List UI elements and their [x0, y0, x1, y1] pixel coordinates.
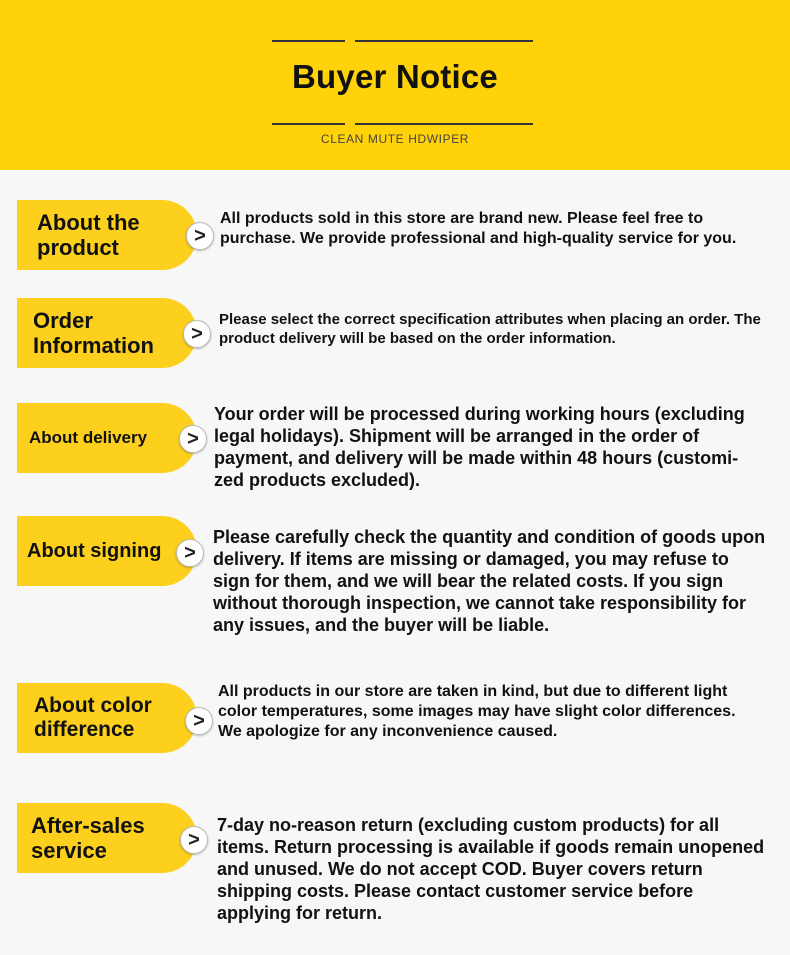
- divider-top-left: [272, 40, 345, 42]
- header-banner: [0, 0, 790, 170]
- divider-bottom-right: [355, 123, 533, 125]
- page-subtitle: CLEAN MUTE HDWIPER: [320, 132, 470, 146]
- chevron-right-icon: >: [186, 222, 214, 250]
- chevron-right-icon: >: [179, 425, 207, 453]
- description-after-sales: 7-day no-reason return (excluding custom products) for all items. Return processing is available if goods remain unopened and unused. We do not accept COD. Buyer covers return shipping costs. Please contact customer service before applying for return.: [217, 815, 765, 923]
- chevron-right-icon: >: [185, 707, 213, 735]
- divider-top-right: [355, 40, 533, 42]
- description-order-information: Please select the correct specification attributes when placing an order. The product delivery will be based on the order information.: [219, 311, 761, 347]
- label-tag-order-information: Order Information: [17, 298, 197, 368]
- divider-bottom-left: [272, 123, 345, 125]
- description-color-difference: All products in our store are taken in kind, but due to different light color temperatures, some images may have slight color differences. We apologize for any inconvenience caused.: [218, 683, 736, 740]
- page-title: Buyer Notice: [292, 58, 498, 95]
- label-tag-after-sales: After-sales service: [17, 803, 197, 873]
- label-tag-color-difference: About color difference: [17, 683, 197, 753]
- description-delivery: Your order will be processed during working hours (excluding legal holidays). Shipment will be arranged in the order of payment, and delivery will be made within 48 hours (customi-zed products excluded).: [214, 404, 745, 490]
- description-product: All products sold in this store are brand new. Please feel free to purchase. We provide professional and high-quality service for you.: [220, 210, 737, 247]
- label-tag-signing: About signing: [17, 516, 197, 586]
- chevron-right-icon: >: [180, 826, 208, 854]
- description-signing: Please carefully check the quantity and condition of goods upon delivery. If items are missing or damaged, you may refuse to sign for them, and we will bear the related costs. If you sign without thorough inspection, we cannot take responsibility for any issues, and the buyer will be liable.: [213, 527, 766, 635]
- chevron-right-icon: >: [183, 320, 211, 348]
- chevron-right-icon: >: [176, 539, 204, 567]
- label-tag-product: About the product: [17, 200, 197, 270]
- label-tag-delivery: About delivery: [17, 403, 197, 473]
